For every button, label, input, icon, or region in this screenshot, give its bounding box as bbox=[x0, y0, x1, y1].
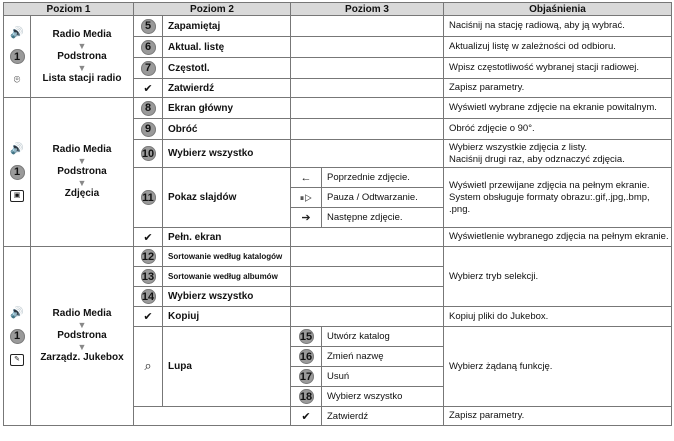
nav-root: Radio Media bbox=[52, 308, 112, 319]
header-row bbox=[4, 3, 672, 16]
check-icon: ✔ bbox=[301, 410, 311, 423]
zapamietaj-button[interactable]: Zapamiętaj bbox=[163, 16, 291, 37]
nav-root: Radio Media bbox=[52, 28, 112, 40]
home-screen-button[interactable]: Ekran główny bbox=[163, 98, 291, 119]
select-all-button[interactable]: Wybierz wszystko bbox=[163, 140, 291, 168]
desc-r11: Wyświetl przewijane zdjęcia na pełnym ekranie. System obsługuje formaty obrazu:.gif,.jpg,.bmp, .png. bbox=[444, 168, 672, 228]
desc-r7: Wpisz częstotliwość wybranej stacji radiowej. bbox=[444, 58, 672, 79]
desc-r5: Naciśnij na stację radiową, aby ją wybrać. bbox=[444, 16, 672, 37]
fullscreen-button[interactable]: Pełn. ekran bbox=[163, 228, 291, 247]
down-arrow-icon: ▼ bbox=[77, 320, 87, 330]
step-6-badge: 6 bbox=[141, 40, 156, 55]
section1-nav bbox=[31, 16, 134, 98]
desc-confirm1: Zapisz parametry. bbox=[444, 79, 672, 98]
nav-leaf: Lista stacji radio bbox=[42, 72, 122, 84]
jukebox-icon: ✎ bbox=[10, 354, 24, 366]
table-row bbox=[4, 98, 672, 119]
sort-by-folders-button[interactable]: Sortowanie według katalogów bbox=[163, 247, 291, 267]
desc-r12-14: Wybierz tryb selekcji. bbox=[444, 247, 672, 307]
menu-table bbox=[3, 2, 672, 426]
next-photo-button[interactable]: Następne zdjęcie. bbox=[322, 208, 444, 228]
pause-play-icon: ⏸▷ bbox=[299, 192, 313, 203]
header-level1: Poziom 1 bbox=[4, 3, 134, 16]
header-level3: Poziom 3 bbox=[291, 3, 444, 16]
step-1-badge: 1 bbox=[10, 165, 25, 180]
search-icon: ⌕ bbox=[144, 358, 152, 373]
step-8-badge: 8 bbox=[141, 101, 156, 116]
slideshow-button[interactable]: Pokaz slajdów bbox=[163, 168, 291, 228]
down-arrow-icon: ▼ bbox=[77, 178, 87, 188]
check-icon: ✔ bbox=[143, 231, 153, 244]
rotate-button[interactable]: Obróć bbox=[163, 119, 291, 140]
down-arrow-icon: ▼ bbox=[77, 342, 87, 352]
left-arrow-icon: ← bbox=[300, 171, 312, 184]
antenna-icon: ⌾ bbox=[13, 74, 21, 86]
nav-root: Radio Media bbox=[52, 144, 112, 155]
confirm-button[interactable]: Zatwierdź bbox=[163, 79, 291, 98]
nav-sub: Podstrona bbox=[57, 330, 107, 341]
header-explanations: Objaśnienia bbox=[444, 3, 672, 16]
step-13-badge: 13 bbox=[141, 270, 155, 283]
radio-media-icon: 🔊 bbox=[10, 27, 24, 39]
step-16-badge: 16 bbox=[299, 350, 313, 363]
step-14-badge: 14 bbox=[141, 290, 155, 303]
nav-leaf: Zdjęcia bbox=[64, 188, 100, 199]
section2-icons bbox=[4, 98, 31, 247]
right-arrow-icon: ➔ bbox=[301, 211, 311, 224]
update-list-button[interactable]: Aktual. listę bbox=[163, 37, 291, 58]
section2-nav bbox=[31, 98, 134, 247]
confirm-jukebox-button[interactable]: Zatwierdź bbox=[322, 407, 444, 426]
section3-icons bbox=[4, 247, 31, 426]
desc-fullscreen: Wyświetlenie wybranego zdjęcia na pełnym ekranie. bbox=[444, 228, 672, 247]
rename-button[interactable]: Zmień nazwę bbox=[322, 347, 444, 367]
desc-confirm2: Zapisz parametry. bbox=[444, 407, 672, 426]
down-arrow-icon: ▼ bbox=[77, 40, 87, 51]
nav-sub: Podstrona bbox=[57, 50, 107, 62]
step-7-badge: 7 bbox=[141, 61, 156, 76]
nav-leaf: Zarządz. Jukebox bbox=[40, 352, 124, 363]
pause-play-button[interactable]: Pauza / Odtwarzanie. bbox=[322, 188, 444, 208]
magnifier-button[interactable]: Lupa bbox=[163, 327, 291, 407]
desc-copy: Kopiuj pliki do Jukebox. bbox=[444, 307, 672, 327]
header-level2: Poziom 2 bbox=[134, 3, 291, 16]
sort-by-albums-button[interactable]: Sortowanie według albumów bbox=[163, 267, 291, 287]
desc-lupa: Wybierz żądaną funkcję. bbox=[444, 327, 672, 407]
photo-icon: ▣ bbox=[10, 190, 24, 202]
step-9-badge: 9 bbox=[141, 122, 156, 137]
delete-button[interactable]: Usuń bbox=[322, 367, 444, 387]
down-arrow-icon: ▼ bbox=[77, 62, 87, 73]
radio-media-icon: 🔊 bbox=[10, 142, 24, 155]
step-1-badge: 1 bbox=[10, 49, 25, 64]
desc-r10: Wybierz wszystkie zdjęcia z listy. Naciśnij drugi raz, aby odznaczyć zdjęcia. bbox=[444, 140, 672, 168]
previous-photo-button[interactable]: Poprzednie zdjęcie. bbox=[322, 168, 444, 188]
section1-icons bbox=[4, 16, 31, 98]
section3-nav bbox=[31, 247, 134, 426]
step-15-badge: 15 bbox=[299, 330, 313, 343]
desc-r9: Obróć zdjęcie o 90°. bbox=[444, 119, 672, 140]
desc-r6: Aktualizuj listę w zależności od odbioru. bbox=[444, 37, 672, 58]
radio-media-icon: 🔊 bbox=[10, 306, 24, 319]
check-icon: ✔ bbox=[143, 311, 153, 323]
select-all-jukebox-button[interactable]: Wybierz wszystko bbox=[163, 287, 291, 307]
step-17-badge: 17 bbox=[299, 370, 313, 383]
down-arrow-icon: ▼ bbox=[77, 156, 87, 166]
step-12-badge: 12 bbox=[141, 250, 155, 263]
step-5-badge: 5 bbox=[141, 19, 156, 34]
step-18-badge: 18 bbox=[299, 390, 313, 403]
copy-button[interactable]: Kopiuj bbox=[163, 307, 291, 327]
step-1-badge: 1 bbox=[10, 329, 25, 344]
step-10-badge: 10 bbox=[141, 147, 155, 160]
check-icon: ✔ bbox=[143, 82, 153, 95]
select-all-files-button[interactable]: Wybierz wszystko bbox=[322, 387, 444, 407]
table-row bbox=[4, 16, 672, 37]
table-row bbox=[4, 247, 672, 267]
step-11-badge: 11 bbox=[142, 191, 154, 204]
nav-sub: Podstrona bbox=[57, 166, 107, 177]
create-folder-button[interactable]: Utwórz katalog bbox=[322, 327, 444, 347]
frequency-button[interactable]: Częstotl. bbox=[163, 58, 291, 79]
desc-r8: Wyświetl wybrane zdjęcie na ekranie powitalnym. bbox=[444, 98, 672, 119]
